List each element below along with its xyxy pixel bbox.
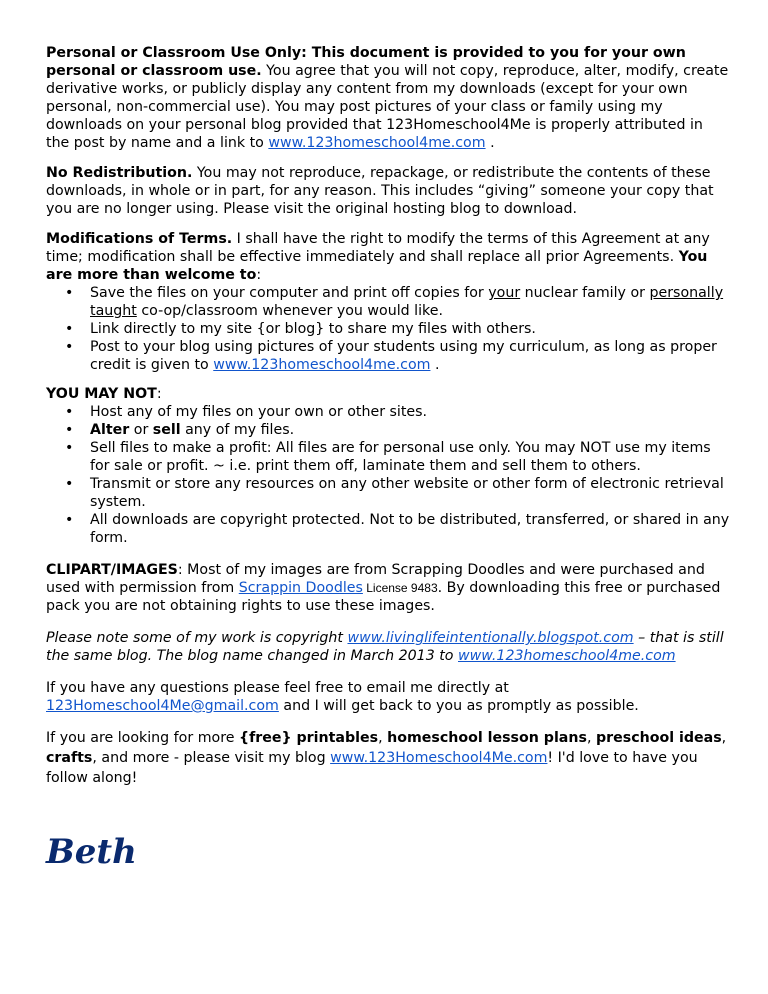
note-text: Please note some of my work is copyright <box>46 630 348 646</box>
list-item <box>46 421 730 439</box>
comma: , <box>586 730 596 746</box>
no-redistribution-paragraph <box>46 164 730 218</box>
personally-taught-emphasis: personally taught <box>90 285 724 319</box>
more-text: If you are looking for more <box>46 730 239 746</box>
no-redistribution-heading: No Redistribution. <box>46 165 193 181</box>
homeschool-link[interactable]: www.123homeschool4me.com <box>268 135 486 151</box>
prohibited-list <box>46 403 730 547</box>
list-item-text: any of my files. <box>180 422 295 438</box>
bullet-icon: • <box>65 321 74 337</box>
clipart-section <box>46 561 730 615</box>
clipart-text: . By downloading this free or purchased pack you are not obtaining rights to use these images. <box>46 580 721 614</box>
bullet-icon: • <box>65 422 74 438</box>
homeschool-link[interactable]: www.123homeschool4me.com <box>213 357 431 373</box>
contact-section <box>46 679 730 715</box>
personal-use-text: You agree that you will not copy, reproduce, alter, modify, create derivative works, or publicly display any content from my downloads (except for your own personal, non-commercial use). You may post pictures of your class or family using my downloads on your personal blog provided that 123Homeschool4Me is properly attributed in the post by name and a link to <box>46 63 729 151</box>
crafts-label: crafts <box>46 750 93 766</box>
scrappin-doodles-link[interactable]: Scrappin Doodles <box>238 580 363 596</box>
list-item <box>46 284 730 320</box>
list-item <box>46 338 730 374</box>
list-item-text: nuclear family or <box>520 285 650 301</box>
list-item-text: Sell files to make a profit: All files are for personal use only. You may NOT use my items for sale or profit. ~ i.e. print them off, laminate them and sell them to others. <box>90 440 711 474</box>
clipart-heading: CLIPART/IMAGES <box>46 562 178 578</box>
more-text: ! I'd love to have you follow along! <box>46 750 698 786</box>
list-item-text: Host any of my files on your own or other sites. <box>90 404 428 420</box>
list-item <box>46 475 730 511</box>
comma: , <box>378 730 388 746</box>
note-section <box>46 629 730 665</box>
list-item-text: or <box>129 422 153 438</box>
list-item-text: co-op/classroom whenever you would like. <box>136 303 444 319</box>
blog-link[interactable]: www.123Homeschool4Me.com <box>330 750 548 766</box>
list-item <box>46 439 730 475</box>
clipart-text: : Most of my images are from Scrapping Doodles and were purchased and used with permission from <box>46 562 705 596</box>
bullet-icon: • <box>65 440 74 456</box>
list-item <box>46 403 730 421</box>
bullet-icon: • <box>65 512 74 528</box>
comma: , <box>721 730 727 746</box>
bullet-icon: • <box>65 285 74 301</box>
bullet-icon: • <box>65 339 74 355</box>
bullet-icon: • <box>65 404 74 420</box>
alter-emphasis: Alter <box>90 422 130 438</box>
sell-emphasis: sell <box>152 422 181 438</box>
no-redistribution-text: You may not reproduce, repackage, or redistribute the contents of these downloads, in whole or in part, for any reason. This includes “giving” someone your copy that you are no longer using. Please visit the original hosting blog to download. <box>46 165 714 217</box>
welcome-label: You are more than welcome to <box>46 249 708 283</box>
welcome-colon: : <box>256 267 262 283</box>
personal-use-section <box>46 44 730 152</box>
allowed-list <box>46 284 730 374</box>
more-paragraph <box>46 728 730 788</box>
clipart-paragraph <box>46 561 730 615</box>
contact-text: and I will get back to you as promptly as possible. <box>278 698 639 714</box>
may-not-colon: : <box>156 386 162 402</box>
more-section <box>46 728 730 788</box>
free-printables-label: {free} printables <box>238 730 379 746</box>
your-emphasis: your <box>488 285 521 301</box>
email-link[interactable]: 123Homeschool4Me@gmail.com <box>46 698 279 714</box>
note-paragraph <box>46 629 730 665</box>
modifications-paragraph <box>46 230 730 284</box>
bullet-icon: • <box>65 476 74 492</box>
may-not-section <box>46 385 730 547</box>
list-item-text: Link directly to my site {or blog} to share my files with others. <box>90 321 536 337</box>
note-text: – that is still the same blog. The blog name changed in March 2013 to <box>46 630 724 664</box>
signature: Beth <box>46 832 137 872</box>
list-item-text: All downloads are copyright protected. Not to be distributed, transferred, or shared in any form. <box>90 512 730 546</box>
list-item-text: Save the files on your computer and print off copies for <box>90 285 489 301</box>
more-text: , and more - please visit my blog <box>92 750 331 766</box>
modifications-text: I shall have the right to modify the terms of this Agreement at any time; modification shall be effective immediately and shall replace all prior Agreements. <box>46 231 710 265</box>
may-not-heading-line <box>46 385 730 403</box>
list-item <box>46 511 730 547</box>
list-item-text: Post to your blog using pictures of your students using my curriculum, as long as proper credit is given to <box>90 339 717 373</box>
personal-use-paragraph <box>46 44 730 152</box>
list-item-text: . <box>430 357 440 373</box>
modifications-heading: Modifications of Terms. <box>46 231 233 247</box>
contact-paragraph <box>46 679 730 715</box>
personal-use-heading: Personal or Classroom Use Only: This document is provided to you for your own personal or classroom use. <box>46 45 686 79</box>
may-not-heading: YOU MAY NOT <box>46 386 157 402</box>
license-text: License 9483 <box>362 581 438 595</box>
no-redistribution-section <box>46 164 730 218</box>
personal-use-end: . <box>485 135 495 151</box>
living-life-link[interactable]: www.livinglifeintentionally.blogspot.com <box>347 630 634 646</box>
list-item-text: Transmit or store any resources on any other website or other form of electronic retrieval system. <box>90 476 724 510</box>
lesson-plans-label: homeschool lesson plans <box>387 730 587 746</box>
contact-text: If you have any questions please feel free to email me directly at <box>46 680 509 696</box>
list-item <box>46 320 730 338</box>
modifications-section <box>46 230 730 374</box>
homeschool-link[interactable]: www.123homeschool4me.com <box>458 648 676 664</box>
preschool-ideas-label: preschool ideas <box>595 730 722 746</box>
